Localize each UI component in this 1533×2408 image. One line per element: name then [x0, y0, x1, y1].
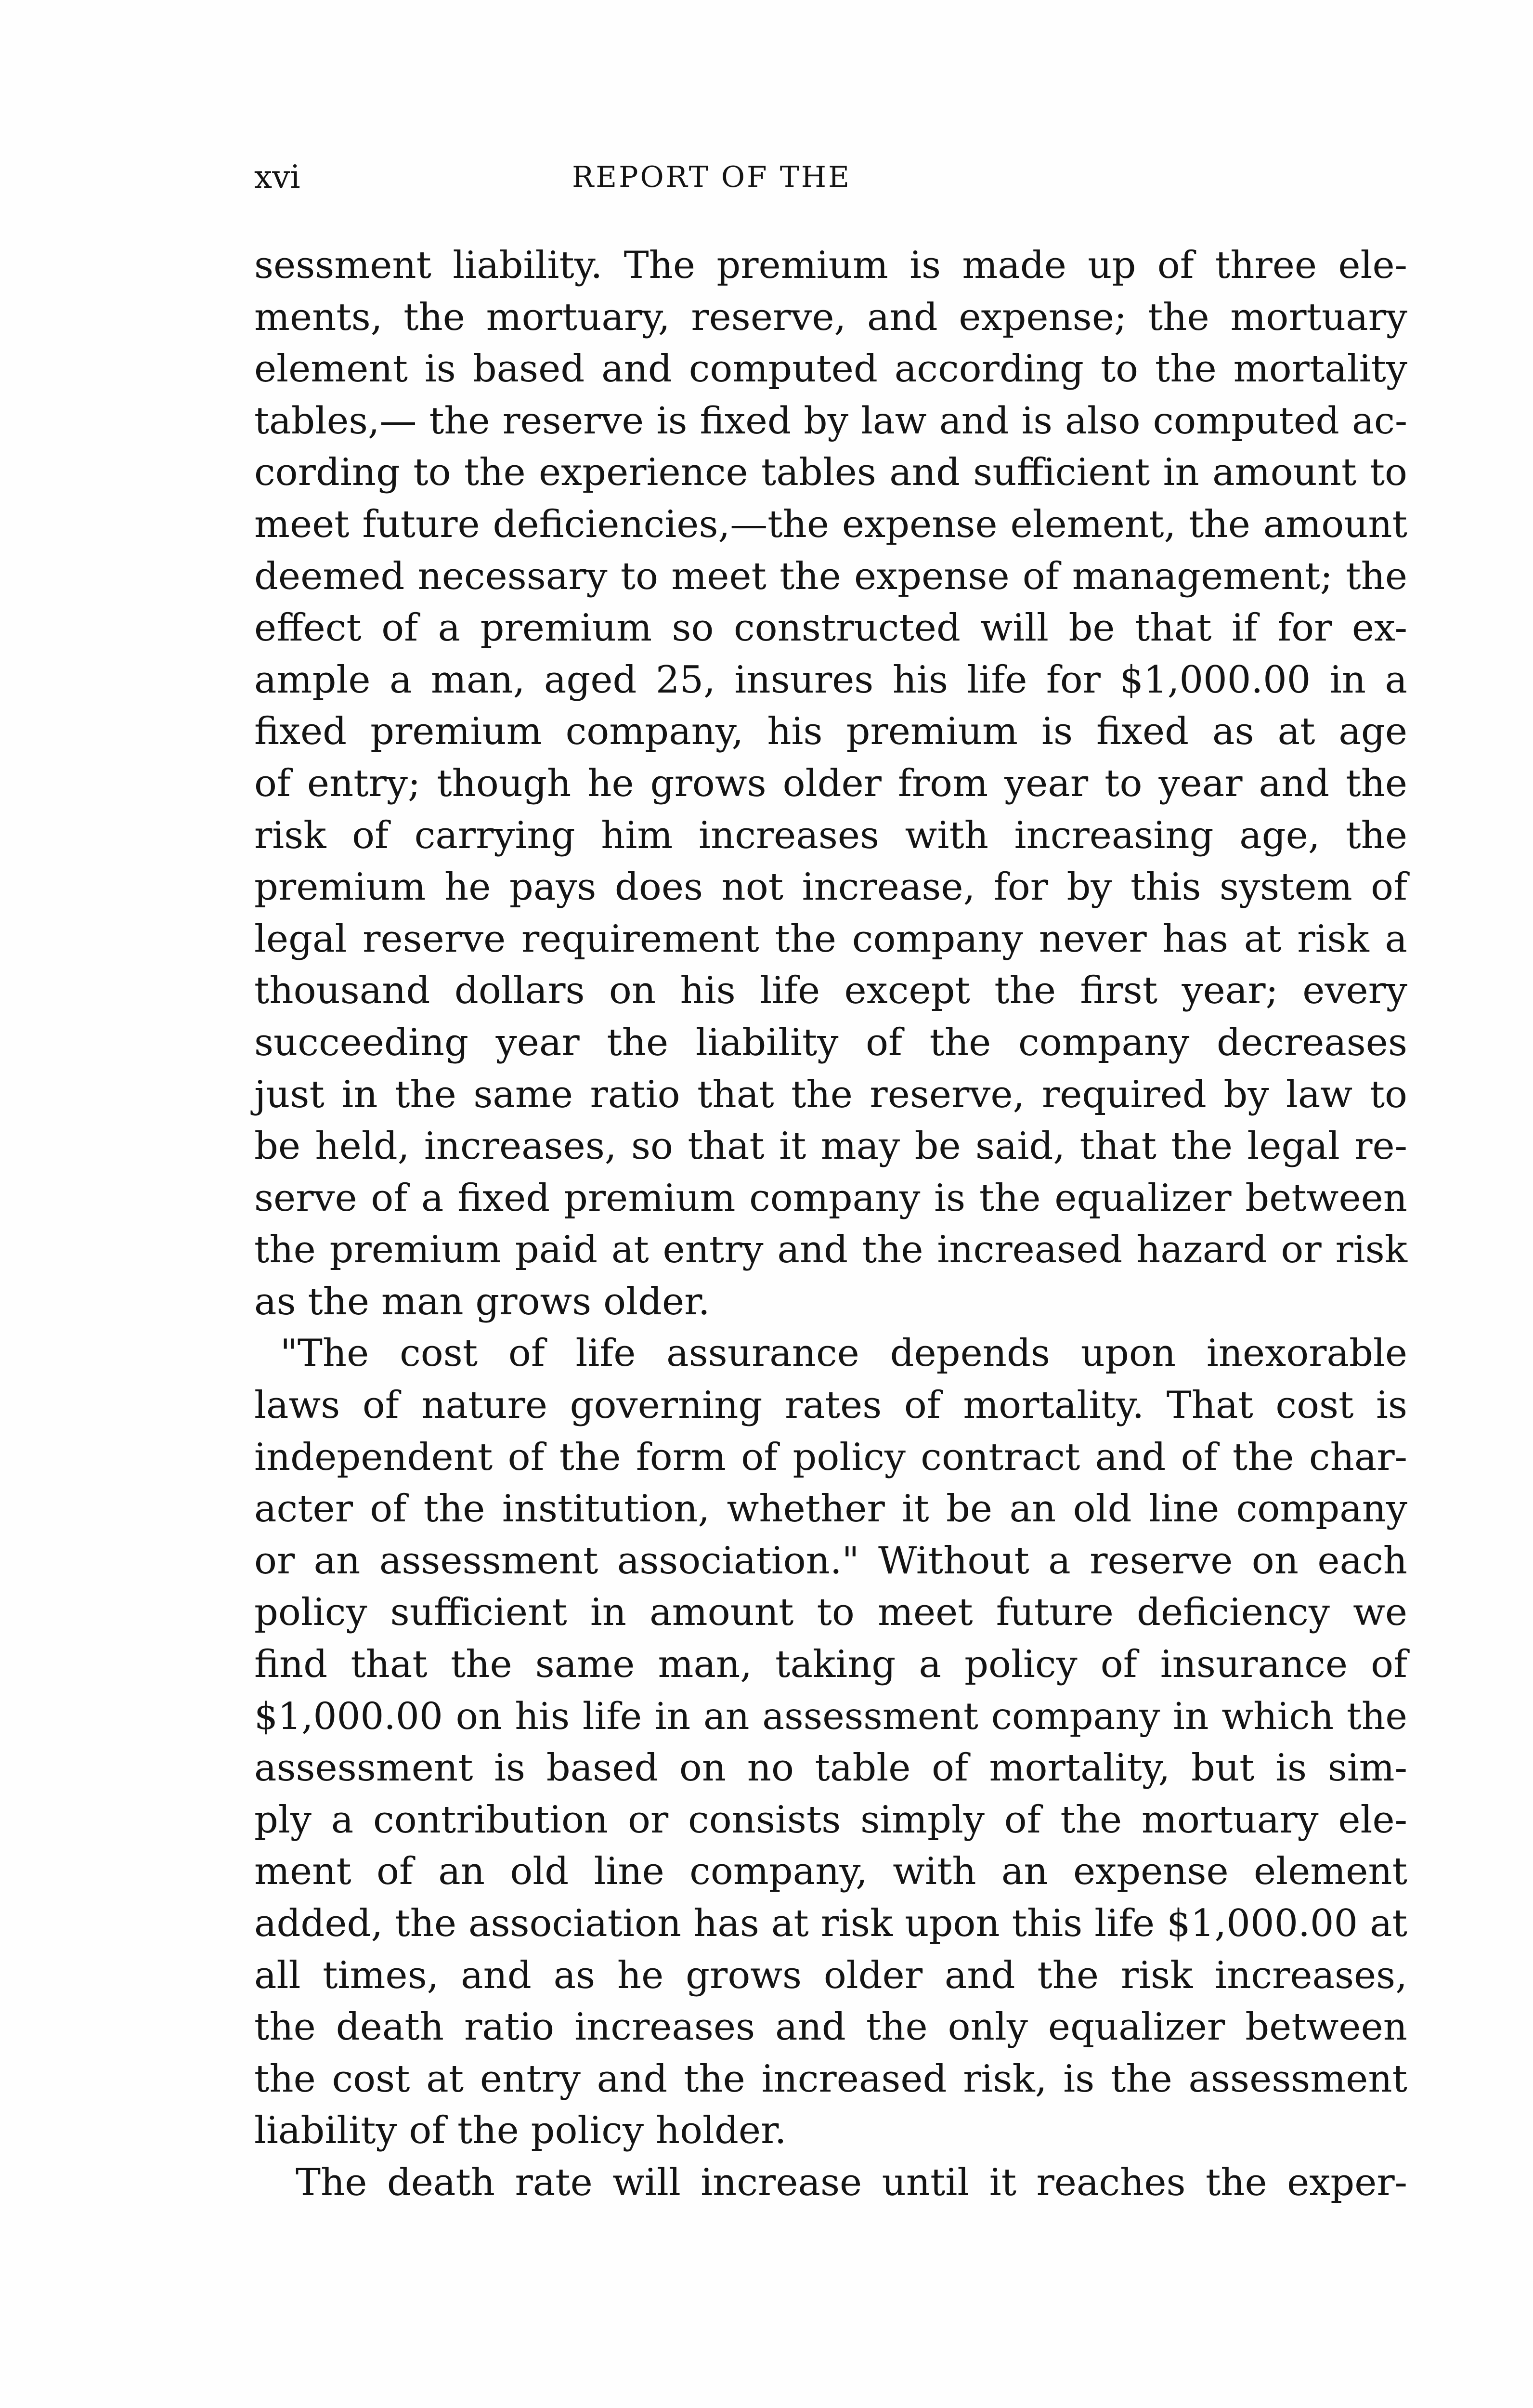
text-line: succeeding year the liability of the company decreases	[254, 1021, 1407, 1064]
text-line: thousand dollars on his life except the first year; every	[254, 969, 1407, 1013]
text-line: risk of carrying him increases with increasing age, the	[254, 813, 1407, 857]
text-line: assessment is based on no table of mortality, but is sim-	[254, 1746, 1407, 1790]
text-line: serve of a fixed premium company is the equalizer between	[254, 1176, 1407, 1220]
text-line: cording to the experience tables and sufficient in amount to	[254, 451, 1407, 495]
text-line: ments, the mortuary, reserve, and expense; the mortuary	[254, 295, 1407, 339]
page-number: xvi	[254, 158, 300, 196]
text-line: liability of the policy holder.	[254, 2109, 787, 2153]
text-line: element is based and computed according to the mortality	[254, 347, 1407, 391]
text-line: sessment liability. The premium is made up of three ele-	[254, 244, 1407, 287]
text-line: deemed necessary to meet the expense of management; the	[254, 554, 1407, 598]
running-head	[254, 153, 1410, 201]
text-line: fixed premium company, his premium is fixed as at age	[254, 710, 1407, 754]
text-line: acter of the institution, whether it be an old line company	[254, 1487, 1407, 1531]
text-line: legal reserve requirement the company never has at risk a	[254, 917, 1407, 961]
text-line: or an assessment association." Without a reserve on each	[254, 1539, 1407, 1583]
text-line: as the man grows older.	[254, 1280, 710, 1323]
text-line: all times, and as he grows older and the risk increases,	[254, 1953, 1407, 1997]
text-line: of entry; though he grows older from year to year and the	[254, 761, 1407, 805]
text-line: independent of the form of policy contract and of the char-	[254, 1435, 1407, 1479]
text-line: just in the same ratio that the reserve, required by law to	[254, 1073, 1407, 1116]
running-head-title: REPORT OF THE	[572, 160, 851, 194]
text-line: tables,— the reserve is fixed by law and is also computed ac-	[254, 399, 1407, 443]
text-line: find that the same man, taking a policy of insurance of	[254, 1643, 1407, 1687]
text-line: "The cost of life assurance depends upon inexorable	[280, 1332, 1407, 1375]
text-line: the premium paid at entry and the increased hazard or risk	[254, 1228, 1407, 1272]
text-line: The death rate will increase until it reaches the exper-	[296, 2160, 1407, 2204]
text-line: laws of nature governing rates of mortality. That cost is	[254, 1384, 1407, 1427]
text-line: ample a man, aged 25, insures his life for $1,000.00 in a	[254, 658, 1407, 702]
text-line: ment of an old line company, with an expense element	[254, 1850, 1407, 1894]
text-line: policy sufficient in amount to meet future deficiency we	[254, 1591, 1407, 1635]
text-line: premium he pays does not increase, for by this system of	[254, 865, 1407, 909]
text-line: the death ratio increases and the only equalizer between	[254, 2005, 1407, 2049]
text-line: be held, increases, so that it may be said, that the legal re-	[254, 1125, 1407, 1168]
body-text	[254, 240, 1407, 2209]
text-line: ply a contribution or consists simply of the mortuary ele-	[254, 1798, 1407, 1842]
text-line: effect of a premium so constructed will be that if for ex-	[254, 606, 1407, 650]
text-line: meet future deficiencies,—the expense element, the amount	[254, 502, 1407, 546]
text-line: the cost at entry and the increased risk, is the assessment	[254, 2057, 1407, 2101]
text-line: $1,000.00 on his life in an assessment company in which the	[254, 1695, 1407, 1738]
text-line: added, the association has at risk upon this life $1,000.00 at	[254, 1902, 1407, 1945]
